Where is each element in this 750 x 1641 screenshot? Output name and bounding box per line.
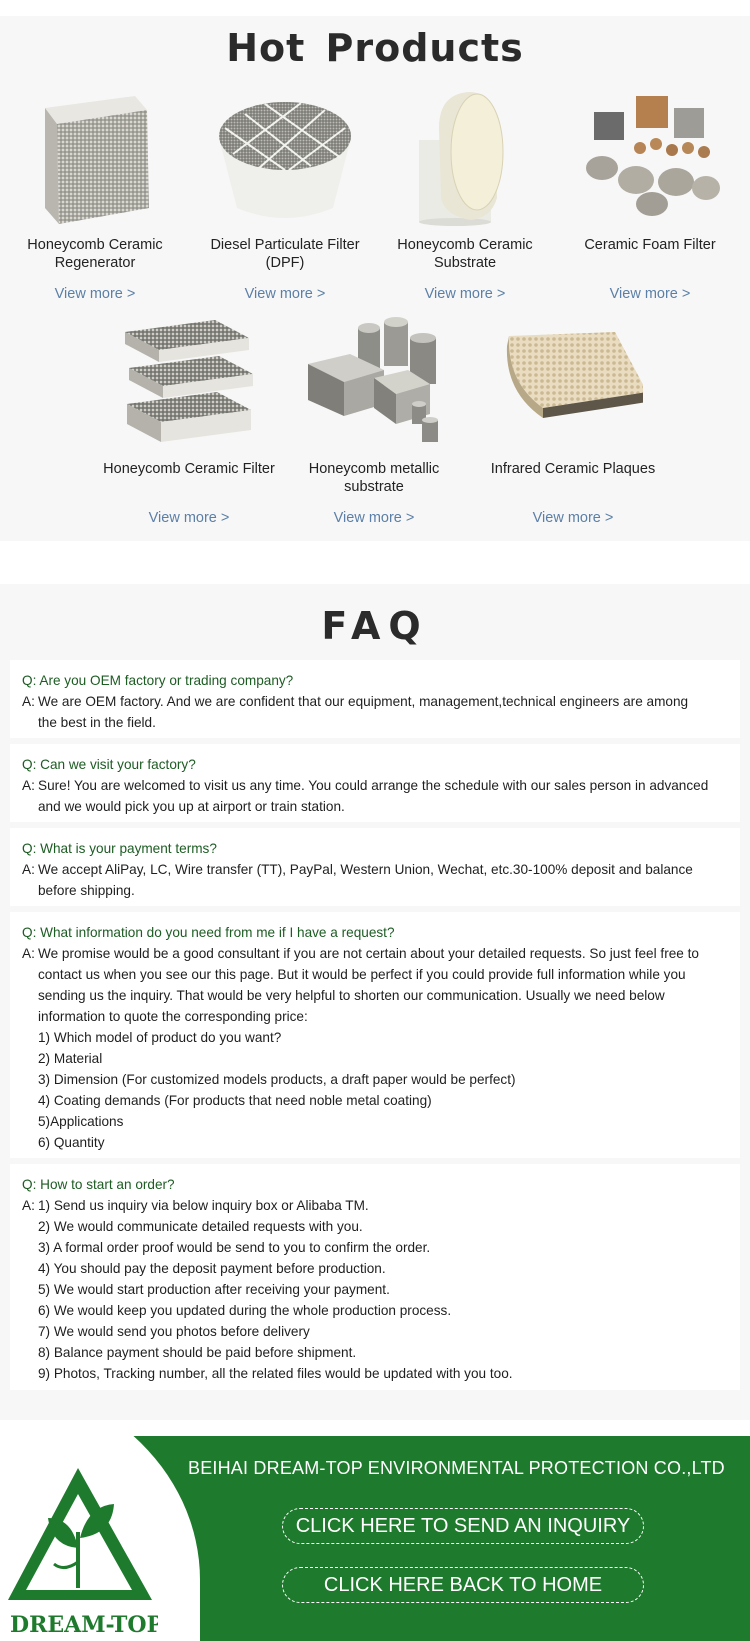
- logo-text: DREAM-TOP: [10, 1612, 158, 1638]
- answer-line: 2) Material: [38, 1051, 103, 1066]
- faq-item: [10, 912, 740, 1158]
- view-more-link[interactable]: View more >: [609, 286, 691, 302]
- faq-item: [10, 660, 740, 738]
- view-more-link[interactable]: View more >: [532, 510, 614, 526]
- product-name: Diesel Particulate Filter (DPF): [210, 237, 360, 271]
- faq-question: Q: Are you OEM factory or trading company?: [22, 673, 294, 688]
- faq-question: Q: What information do you need from me if I have a request?: [22, 925, 395, 940]
- faq-answer: [22, 943, 728, 1153]
- faq-answer: [22, 775, 728, 817]
- answer-line: 6) Quantity: [38, 1135, 105, 1150]
- answer-prefix: A:: [22, 694, 35, 709]
- faq-title: FAQ: [321, 604, 429, 648]
- answer-prefix: A:: [22, 778, 35, 793]
- hot-products-section: [0, 16, 750, 541]
- answer-line: 5)Applications: [38, 1114, 124, 1129]
- product-name: Infrared Ceramic Plaques: [490, 461, 656, 477]
- answer-prefix: A:: [22, 862, 35, 877]
- answer-line: information to quote the corresponding price:: [38, 1009, 308, 1024]
- answer-line: 1) Which model of product do you want?: [38, 1030, 282, 1045]
- answer-line: 6) We would keep you updated during the whole production process.: [38, 1303, 452, 1318]
- send-inquiry-button[interactable]: CLICK HERE TO SEND AN INQUIRY: [282, 1508, 644, 1544]
- answer-line: 9) Photos, Tracking number, all the related files would be updated with you too.: [38, 1366, 513, 1381]
- answer-line: contact us when you see our this page. But it would be perfect if you could provide full information while you: [38, 967, 686, 982]
- product-name: Honeycomb Ceramic Regenerator: [27, 237, 163, 271]
- faq-question: Q: How to start an order?: [22, 1177, 175, 1192]
- answer-prefix: A:: [22, 946, 35, 961]
- back-home-button[interactable]: CLICK HERE BACK TO HOME: [282, 1567, 644, 1603]
- faq-item: [10, 744, 740, 822]
- faq-section: [0, 584, 750, 1420]
- answer-line: 4) You should pay the deposit payment before production.: [38, 1261, 386, 1276]
- dpf-image[interactable]: [215, 88, 355, 228]
- product-name: Honeycomb Ceramic Filter: [103, 461, 275, 477]
- view-more-link[interactable]: View more >: [244, 286, 326, 302]
- faq-answer: [22, 859, 728, 901]
- faq-question: Q: What is your payment terms?: [22, 841, 217, 856]
- answer-line: 1) Send us inquiry via below inquiry box or Alibaba TM.: [38, 1198, 369, 1213]
- answer-prefix: A:: [22, 1198, 35, 1213]
- answer-line: 2) We would communicate detailed requests with you.: [38, 1219, 363, 1234]
- product-name: Ceramic Foam Filter: [584, 237, 716, 253]
- company-name: BEIHAI DREAM-TOP ENVIRONMENTAL PROTECTION CO.,LTD: [188, 1458, 725, 1478]
- view-more-link[interactable]: View more >: [148, 510, 230, 526]
- footer-banner: [0, 1436, 750, 1641]
- product-name: Honeycomb Ceramic Substrate: [397, 237, 533, 271]
- foam-filter-image[interactable]: [580, 88, 720, 228]
- dream-top-logo[interactable]: [8, 1460, 158, 1640]
- answer-line: 8) Balance payment should be paid before shipment.: [38, 1345, 357, 1360]
- hot-products-title: Hot Products: [226, 26, 524, 70]
- faq-answer: [22, 1195, 728, 1384]
- faq-item: [10, 1164, 740, 1390]
- answer-line: We are OEM factory. And we are confident that our equipment, management,technical engineers are among: [38, 694, 689, 709]
- answer-line: 4) Coating demands (For products that need noble metal coating): [38, 1093, 432, 1108]
- faq-question: Q: Can we visit your factory?: [22, 757, 196, 772]
- answer-line: We promise would be a good consultant if you are not certain about your detailed requests. So just feel free to: [38, 946, 699, 961]
- ceramic-filter-image[interactable]: [119, 312, 259, 452]
- answer-line: before shipping.: [38, 883, 135, 898]
- view-more-link[interactable]: View more >: [333, 510, 415, 526]
- product-name: Honeycomb metallic substrate: [308, 461, 440, 495]
- answer-line: and we would pick you up at airport or train station.: [38, 799, 345, 814]
- infrared-plaque-image[interactable]: [503, 312, 643, 452]
- answer-line: We accept AliPay, LC, Wire transfer (TT), PayPal, Western Union, Wechat, etc.30-100% deposit and balance: [38, 862, 693, 877]
- faq-item: [10, 828, 740, 906]
- answer-line: 7) We would send you photos before delivery: [38, 1324, 310, 1339]
- answer-line: 5) We would start production after receiving your payment.: [38, 1282, 390, 1297]
- ceramic-substrate-image[interactable]: [395, 88, 535, 228]
- metallic-substrate-image[interactable]: [304, 312, 444, 452]
- answer-line: Sure! You are welcomed to visit us any time. You could arrange the schedule with our sales person in advanced: [38, 778, 709, 793]
- honeycomb-regenerator-image[interactable]: [25, 88, 165, 228]
- view-more-link[interactable]: View more >: [54, 286, 136, 302]
- answer-line: 3) Dimension (For customized models products, a draft paper would be perfect): [38, 1072, 516, 1087]
- answer-line: sending us the inquiry. That would be very helpful to shorten our communication. Usually we need below: [38, 988, 665, 1003]
- answer-line: the best in the field.: [38, 715, 156, 730]
- faq-answer: [22, 691, 728, 733]
- answer-line: 3) A formal order proof would be send to you to confirm the order.: [38, 1240, 431, 1255]
- view-more-link[interactable]: View more >: [424, 286, 506, 302]
